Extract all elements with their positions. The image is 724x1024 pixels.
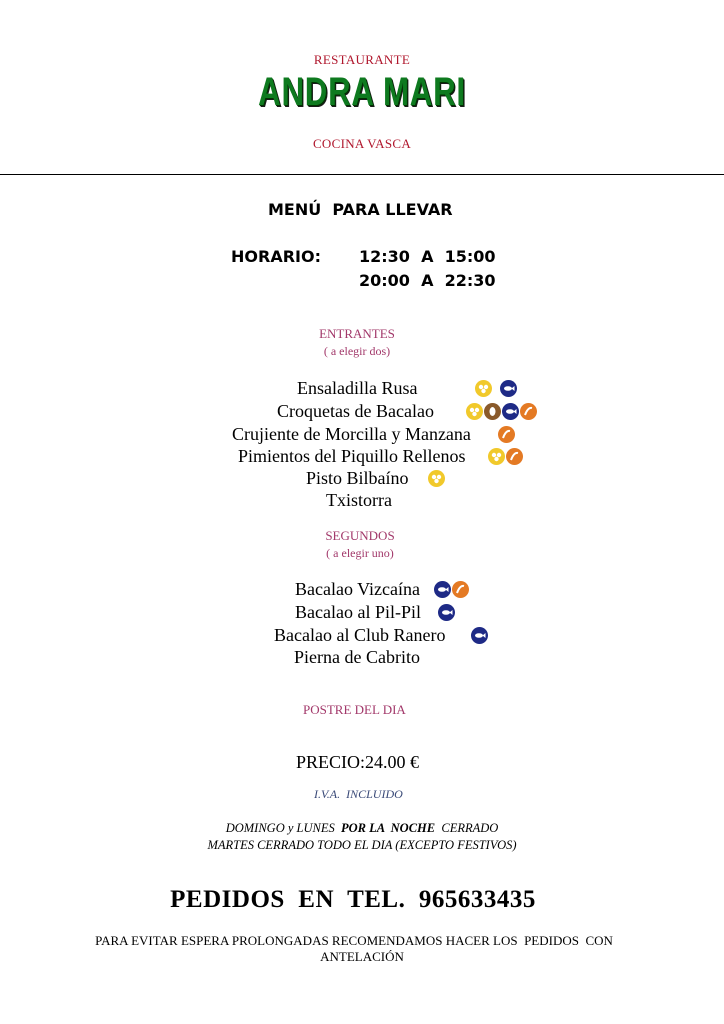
footer-advice-line1: PARA EVITAR ESPERA PROLONGADAS RECOMENDAMOS HACER LOS PEDIDOS CON [95, 933, 613, 948]
allergen-icons [434, 603, 455, 621]
gluten-icon [466, 403, 483, 420]
brand-wrapper [0, 70, 724, 115]
egg-icon [506, 448, 523, 465]
allergen-icons [467, 626, 488, 644]
fish-icon [502, 403, 519, 420]
closed-days: DOMINGO y LUNES [225, 821, 335, 835]
egg-icon [498, 426, 515, 443]
dish-item [294, 647, 420, 668]
allergen-icons [494, 425, 515, 443]
header-divider [0, 174, 724, 175]
fish-icon [500, 380, 517, 397]
dish-item [295, 602, 421, 623]
menu-title: MENÚ PARA LLEVAR [268, 200, 453, 219]
schedule-label: HORARIO: [231, 247, 321, 266]
entrantes-title: ENTRANTES [319, 326, 395, 341]
dish-item [277, 401, 434, 422]
closed-notice-line1 [0, 821, 724, 836]
fish-icon [438, 604, 455, 621]
iva-note: I.V.A. INCLUIDO [314, 787, 403, 801]
dish-name: Bacalao al Pil-Pil [295, 602, 421, 622]
closed-label: CERRADO [441, 821, 499, 835]
segundos-note: ( a elegir uno) [326, 546, 394, 560]
dish-name: Txistorra [326, 490, 392, 510]
allergen-icons [484, 447, 523, 465]
postre-title: POSTRE DEL DIA [303, 702, 406, 717]
dish-name: Croquetas de Bacalao [277, 401, 434, 421]
restaurant-pretitle: RESTAURANTE [313, 52, 411, 67]
dish-name: Pimientos del Piquillo Rellenos [238, 446, 466, 466]
fish-icon [434, 581, 451, 598]
order-phone: PEDIDOS EN TEL. 965633435 [170, 886, 536, 913]
entrantes-note: ( a elegir dos) [323, 344, 391, 358]
allergen-icons [462, 402, 537, 420]
dish-item [274, 625, 445, 646]
footer-advice-line2: ANTELACIÓN [320, 949, 404, 964]
dish-item [232, 424, 471, 445]
schedule-slot-lunch: 12:30 A 15:00 [359, 247, 496, 266]
fish-icon [471, 627, 488, 644]
allergen-icons [471, 379, 517, 397]
gluten-icon [428, 470, 445, 487]
dish-name: Crujiente de Morcilla y Manzana [232, 424, 471, 444]
dish-item [238, 446, 466, 467]
egg-icon [452, 581, 469, 598]
dish-item [326, 490, 392, 511]
dish-item [297, 378, 417, 399]
dish-name: Pierna de Cabrito [294, 647, 420, 667]
closed-notice-line2: MARTES CERRADO TODO EL DIA (EXCEPTO FESTIVOS) [207, 838, 517, 852]
schedule-slot-dinner: 20:00 A 22:30 [359, 271, 496, 290]
gluten-icon [475, 380, 492, 397]
dish-item [306, 468, 409, 489]
dish-name: Bacalao Vizcaína [295, 579, 421, 599]
dish-name: Bacalao al Club Ranero [274, 625, 446, 645]
restaurant-name: ANDRA MARI [258, 70, 466, 114]
allergen-icons [430, 580, 469, 598]
allergen-icons [424, 469, 445, 487]
mollusc-icon [484, 403, 501, 420]
closed-when: POR LA NOCHE [340, 821, 436, 835]
gluten-icon [488, 448, 505, 465]
dish-name: Pisto Bilbaíno [306, 468, 409, 488]
dish-name: Ensaladilla Rusa [297, 378, 418, 398]
dish-item [295, 579, 420, 600]
egg-icon [520, 403, 537, 420]
menu-price: PRECIO:24.00 € [296, 752, 420, 772]
restaurant-subtitle: COCINA VASCA [312, 136, 412, 151]
segundos-title: SEGUNDOS [325, 528, 395, 543]
